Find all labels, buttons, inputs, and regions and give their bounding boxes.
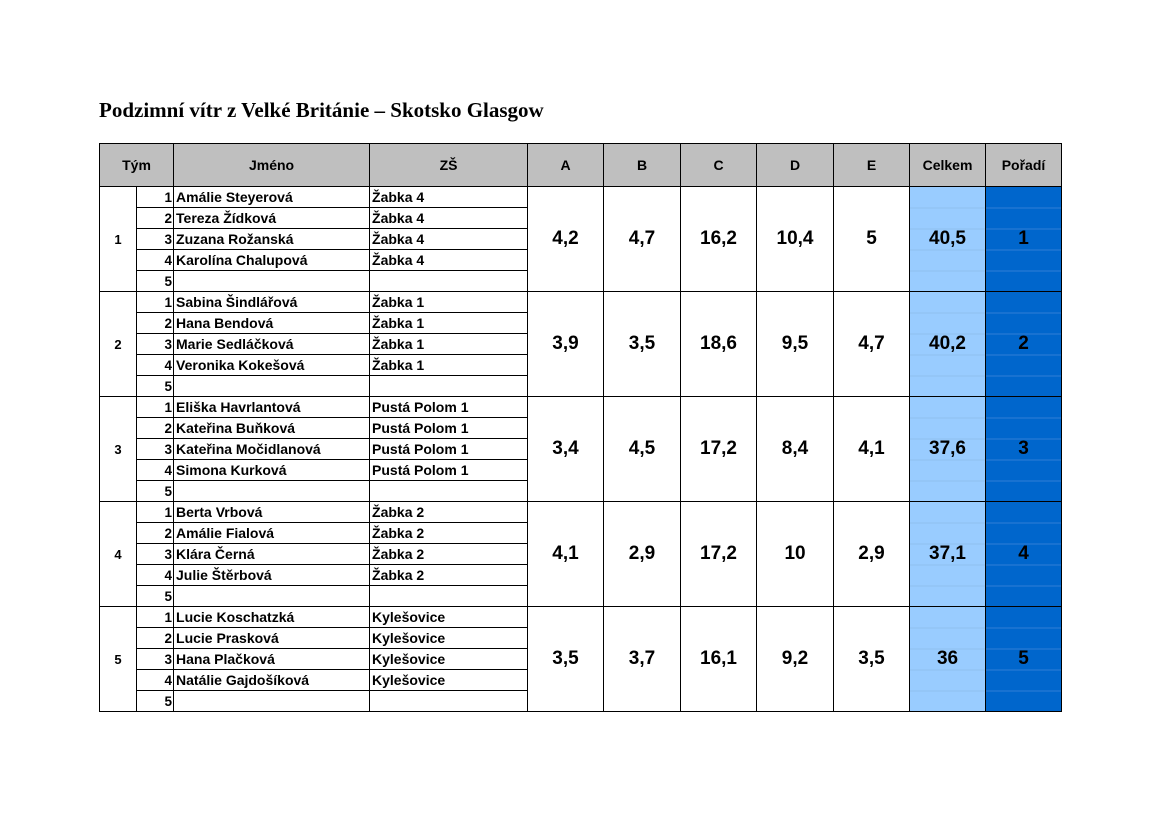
member-school: Pustá Polom 1 [370, 397, 528, 418]
member-school: Pustá Polom 1 [370, 439, 528, 460]
score-b: 4,7 [604, 187, 681, 292]
member-name: Simona Kurková [174, 460, 370, 481]
score-a: 4,2 [528, 187, 604, 292]
member-school: Žabka 2 [370, 544, 528, 565]
score-a: 3,9 [528, 292, 604, 397]
total-score: 37,1 [910, 502, 986, 607]
score-d: 9,2 [757, 607, 834, 712]
member-school: Žabka 1 [370, 355, 528, 376]
team-number: 3 [100, 397, 137, 502]
member-school: Žabka 1 [370, 334, 528, 355]
team-number: 4 [100, 502, 137, 607]
member-name: Amálie Steyerová [174, 187, 370, 208]
member-number: 5 [137, 376, 174, 397]
member-school: Žabka 4 [370, 208, 528, 229]
member-number: 1 [137, 187, 174, 208]
member-school: Žabka 2 [370, 502, 528, 523]
member-name: Veronika Kokešová [174, 355, 370, 376]
score-d: 10,4 [757, 187, 834, 292]
score-e: 4,7 [834, 292, 910, 397]
rank-value: 1 [986, 187, 1062, 292]
member-number: 2 [137, 628, 174, 649]
table-row [100, 502, 1062, 523]
header-team: Tým [100, 144, 174, 187]
score-c: 18,6 [681, 292, 757, 397]
member-school [370, 691, 528, 712]
member-school [370, 271, 528, 292]
member-name: Klára Černá [174, 544, 370, 565]
member-number: 2 [137, 418, 174, 439]
member-name: Sabina Šindlářová [174, 292, 370, 313]
rank-value: 3 [986, 397, 1062, 502]
member-school: Žabka 4 [370, 187, 528, 208]
header-e: E [834, 144, 910, 187]
member-name [174, 271, 370, 292]
member-name: Lucie Prasková [174, 628, 370, 649]
team-number: 5 [100, 607, 137, 712]
total-score: 40,5 [910, 187, 986, 292]
member-name: Julie Štěrbová [174, 565, 370, 586]
score-b: 3,7 [604, 607, 681, 712]
member-school: Žabka 1 [370, 313, 528, 334]
member-number: 3 [137, 649, 174, 670]
header-school: ZŠ [370, 144, 528, 187]
header-name: Jméno [174, 144, 370, 187]
member-name: Eliška Havrlantová [174, 397, 370, 418]
rank-value: 4 [986, 502, 1062, 607]
member-number: 4 [137, 355, 174, 376]
member-school: Pustá Polom 1 [370, 418, 528, 439]
team-number: 2 [100, 292, 137, 397]
member-name: Zuzana Rožanská [174, 229, 370, 250]
score-d: 8,4 [757, 397, 834, 502]
page-title: Podzimní vítr z Velké Británie – Skotsko Glasgow [99, 98, 544, 122]
member-number: 4 [137, 460, 174, 481]
member-school: Žabka 2 [370, 565, 528, 586]
member-school: Žabka 1 [370, 292, 528, 313]
table-row [100, 607, 1062, 628]
member-school: Pustá Polom 1 [370, 460, 528, 481]
team-number: 1 [100, 187, 137, 292]
score-b: 2,9 [604, 502, 681, 607]
member-number: 2 [137, 313, 174, 334]
score-c: 16,2 [681, 187, 757, 292]
member-school: Kylešovice [370, 628, 528, 649]
header-d: D [757, 144, 834, 187]
score-e: 4,1 [834, 397, 910, 502]
member-school [370, 376, 528, 397]
member-name: Tereza Žídková [174, 208, 370, 229]
member-school [370, 586, 528, 607]
member-name: Karolína Chalupová [174, 250, 370, 271]
results-table [99, 143, 1062, 712]
header-a: A [528, 144, 604, 187]
score-a: 3,5 [528, 607, 604, 712]
total-score: 36 [910, 607, 986, 712]
header-total: Celkem [910, 144, 986, 187]
member-name [174, 691, 370, 712]
member-number: 5 [137, 481, 174, 502]
header-rank: Pořadí [986, 144, 1062, 187]
member-number: 3 [137, 229, 174, 250]
member-number: 2 [137, 523, 174, 544]
member-number: 1 [137, 292, 174, 313]
member-name: Marie Sedláčková [174, 334, 370, 355]
results-body [100, 187, 1062, 712]
member-number: 5 [137, 271, 174, 292]
score-b: 3,5 [604, 292, 681, 397]
table-row [100, 292, 1062, 313]
member-name: Natálie Gajdošíková [174, 670, 370, 691]
member-school: Žabka 4 [370, 229, 528, 250]
member-name: Berta Vrbová [174, 502, 370, 523]
member-school: Kylešovice [370, 670, 528, 691]
score-e: 5 [834, 187, 910, 292]
member-number: 3 [137, 334, 174, 355]
member-school: Kylešovice [370, 649, 528, 670]
member-number: 4 [137, 250, 174, 271]
member-name: Hana Plačková [174, 649, 370, 670]
score-c: 17,2 [681, 502, 757, 607]
member-number: 1 [137, 607, 174, 628]
member-number: 3 [137, 544, 174, 565]
member-name: Hana Bendová [174, 313, 370, 334]
member-school: Žabka 2 [370, 523, 528, 544]
table-row [100, 187, 1062, 208]
score-d: 9,5 [757, 292, 834, 397]
member-number: 2 [137, 208, 174, 229]
member-name: Lucie Koschatzká [174, 607, 370, 628]
member-name: Amálie Fialová [174, 523, 370, 544]
member-name: Kateřina Buňková [174, 418, 370, 439]
member-number: 5 [137, 586, 174, 607]
member-number: 1 [137, 502, 174, 523]
member-name [174, 376, 370, 397]
score-a: 4,1 [528, 502, 604, 607]
total-score: 40,2 [910, 292, 986, 397]
member-number: 5 [137, 691, 174, 712]
header-row [100, 144, 1062, 187]
score-e: 3,5 [834, 607, 910, 712]
score-a: 3,4 [528, 397, 604, 502]
score-c: 17,2 [681, 397, 757, 502]
header-c: C [681, 144, 757, 187]
score-d: 10 [757, 502, 834, 607]
member-number: 4 [137, 565, 174, 586]
total-score: 37,6 [910, 397, 986, 502]
member-name [174, 481, 370, 502]
member-name [174, 586, 370, 607]
member-school: Žabka 4 [370, 250, 528, 271]
rank-value: 2 [986, 292, 1062, 397]
table-row [100, 397, 1062, 418]
member-number: 1 [137, 397, 174, 418]
member-number: 4 [137, 670, 174, 691]
rank-value: 5 [986, 607, 1062, 712]
score-b: 4,5 [604, 397, 681, 502]
score-c: 16,1 [681, 607, 757, 712]
member-school: Kylešovice [370, 607, 528, 628]
score-e: 2,9 [834, 502, 910, 607]
member-number: 3 [137, 439, 174, 460]
member-school [370, 481, 528, 502]
header-b: B [604, 144, 681, 187]
member-name: Kateřina Močidlanová [174, 439, 370, 460]
